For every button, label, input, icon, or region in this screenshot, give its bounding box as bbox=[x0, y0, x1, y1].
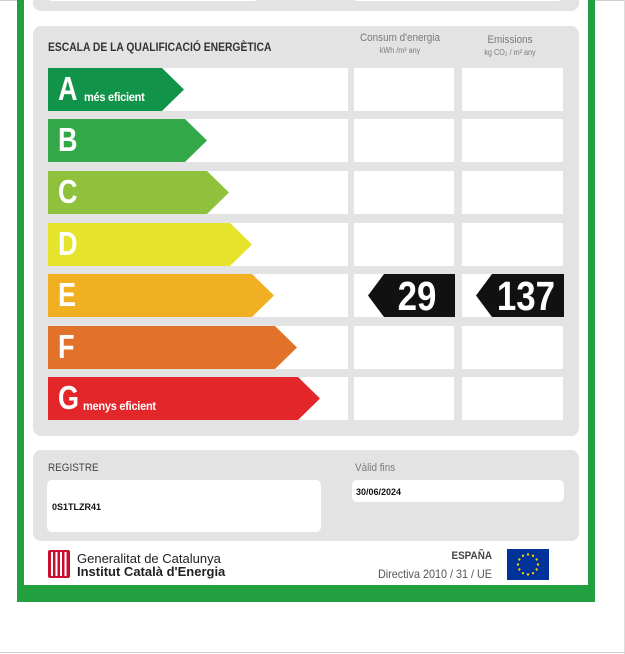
emissions-column-unit: kg CO₂ / m² any bbox=[484, 48, 536, 57]
rating-arrow-g bbox=[48, 377, 320, 420]
emissions-pointer bbox=[476, 274, 564, 317]
validity-value: 30/06/2024 bbox=[356, 487, 402, 497]
page-bottom-edge bbox=[0, 652, 625, 653]
row-a-emissions-cell bbox=[462, 68, 563, 111]
eu-star bbox=[518, 568, 520, 570]
validity-label: Vàlid fins bbox=[355, 462, 396, 474]
row-d-energy-cell bbox=[354, 223, 454, 266]
eu-star bbox=[518, 558, 520, 560]
row-c-emissions-cell bbox=[462, 171, 563, 214]
eu-star bbox=[532, 555, 534, 557]
eu-star bbox=[537, 563, 539, 565]
row-c-energy-cell bbox=[354, 171, 454, 214]
rating-arrow-f bbox=[48, 326, 297, 369]
eu-star bbox=[522, 555, 524, 557]
directive-label: Directiva 2010 / 31 / UE bbox=[377, 567, 492, 581]
rating-letter-d: D bbox=[58, 225, 78, 262]
rating-arrow-f-shape bbox=[48, 326, 297, 369]
eu-star bbox=[527, 553, 529, 555]
rating-arrow-d-shape bbox=[48, 223, 252, 266]
row-g-emissions-cell bbox=[462, 377, 563, 420]
emissions-column-title: Emissions bbox=[487, 34, 533, 46]
row-b-energy-cell bbox=[354, 119, 454, 162]
scale-title: ESCALA DE LA QUALIFICACIÓ ENERGÈTICA bbox=[48, 40, 272, 54]
org-line-1: Generalitat de Catalunya bbox=[77, 551, 221, 566]
row-f-energy-cell bbox=[354, 326, 454, 369]
eu-star bbox=[535, 558, 537, 560]
eu-star bbox=[517, 563, 519, 565]
rating-letter-c: C bbox=[58, 173, 78, 210]
top-section-remnant bbox=[33, 0, 579, 11]
eu-star bbox=[535, 568, 537, 570]
row-g-energy-cell bbox=[354, 377, 454, 420]
energy-column-unit: kWh /m² any bbox=[379, 46, 421, 55]
row-f-emissions-cell bbox=[462, 326, 563, 369]
rating-subtitle-g: menys eficient bbox=[83, 399, 156, 413]
row-d-emissions-cell bbox=[462, 223, 563, 266]
energy-consumption-pointer bbox=[368, 274, 455, 317]
rating-letter-b: B bbox=[58, 121, 78, 158]
top-remnant-box-left bbox=[48, 0, 258, 1]
rating-arrow-b bbox=[48, 119, 207, 162]
rating-arrow-d bbox=[48, 223, 252, 266]
rating-arrow-a bbox=[48, 68, 184, 111]
registry-label: REGISTRE bbox=[48, 462, 99, 474]
row-a-energy-cell bbox=[354, 68, 454, 111]
registry-value: 0S1TLZR41 bbox=[52, 502, 102, 512]
generalitat-logo bbox=[48, 550, 70, 578]
rating-letter-e: E bbox=[58, 276, 77, 313]
eu-star bbox=[532, 572, 534, 574]
row-b-emissions-cell bbox=[462, 119, 563, 162]
top-remnant-box-right bbox=[354, 0, 562, 1]
rating-letter-f: F bbox=[58, 328, 75, 365]
energy-column-title: Consum d'energia bbox=[359, 32, 441, 44]
emissions-column-header bbox=[467, 34, 553, 58]
rating-subtitle-a: més eficient bbox=[84, 90, 145, 104]
rating-letter-a: A bbox=[58, 70, 78, 107]
eu-star bbox=[522, 572, 524, 574]
energy-consumption-value: 29 bbox=[397, 273, 437, 319]
eu-flag bbox=[507, 549, 549, 580]
eu-star bbox=[527, 573, 529, 575]
emissions-value: 137 bbox=[496, 273, 556, 319]
rating-arrow-c bbox=[48, 171, 229, 214]
country-label: ESPAÑA bbox=[451, 550, 492, 562]
eu-flag-icon bbox=[507, 549, 549, 580]
rating-arrow-e-shape bbox=[48, 274, 274, 317]
rating-letter-g: G bbox=[58, 379, 80, 416]
energy-column-header bbox=[359, 32, 442, 56]
org-line-2: Institut Català d'Energia bbox=[77, 564, 226, 579]
senyera-shield-icon bbox=[48, 550, 70, 578]
rating-arrow-e bbox=[48, 274, 274, 317]
